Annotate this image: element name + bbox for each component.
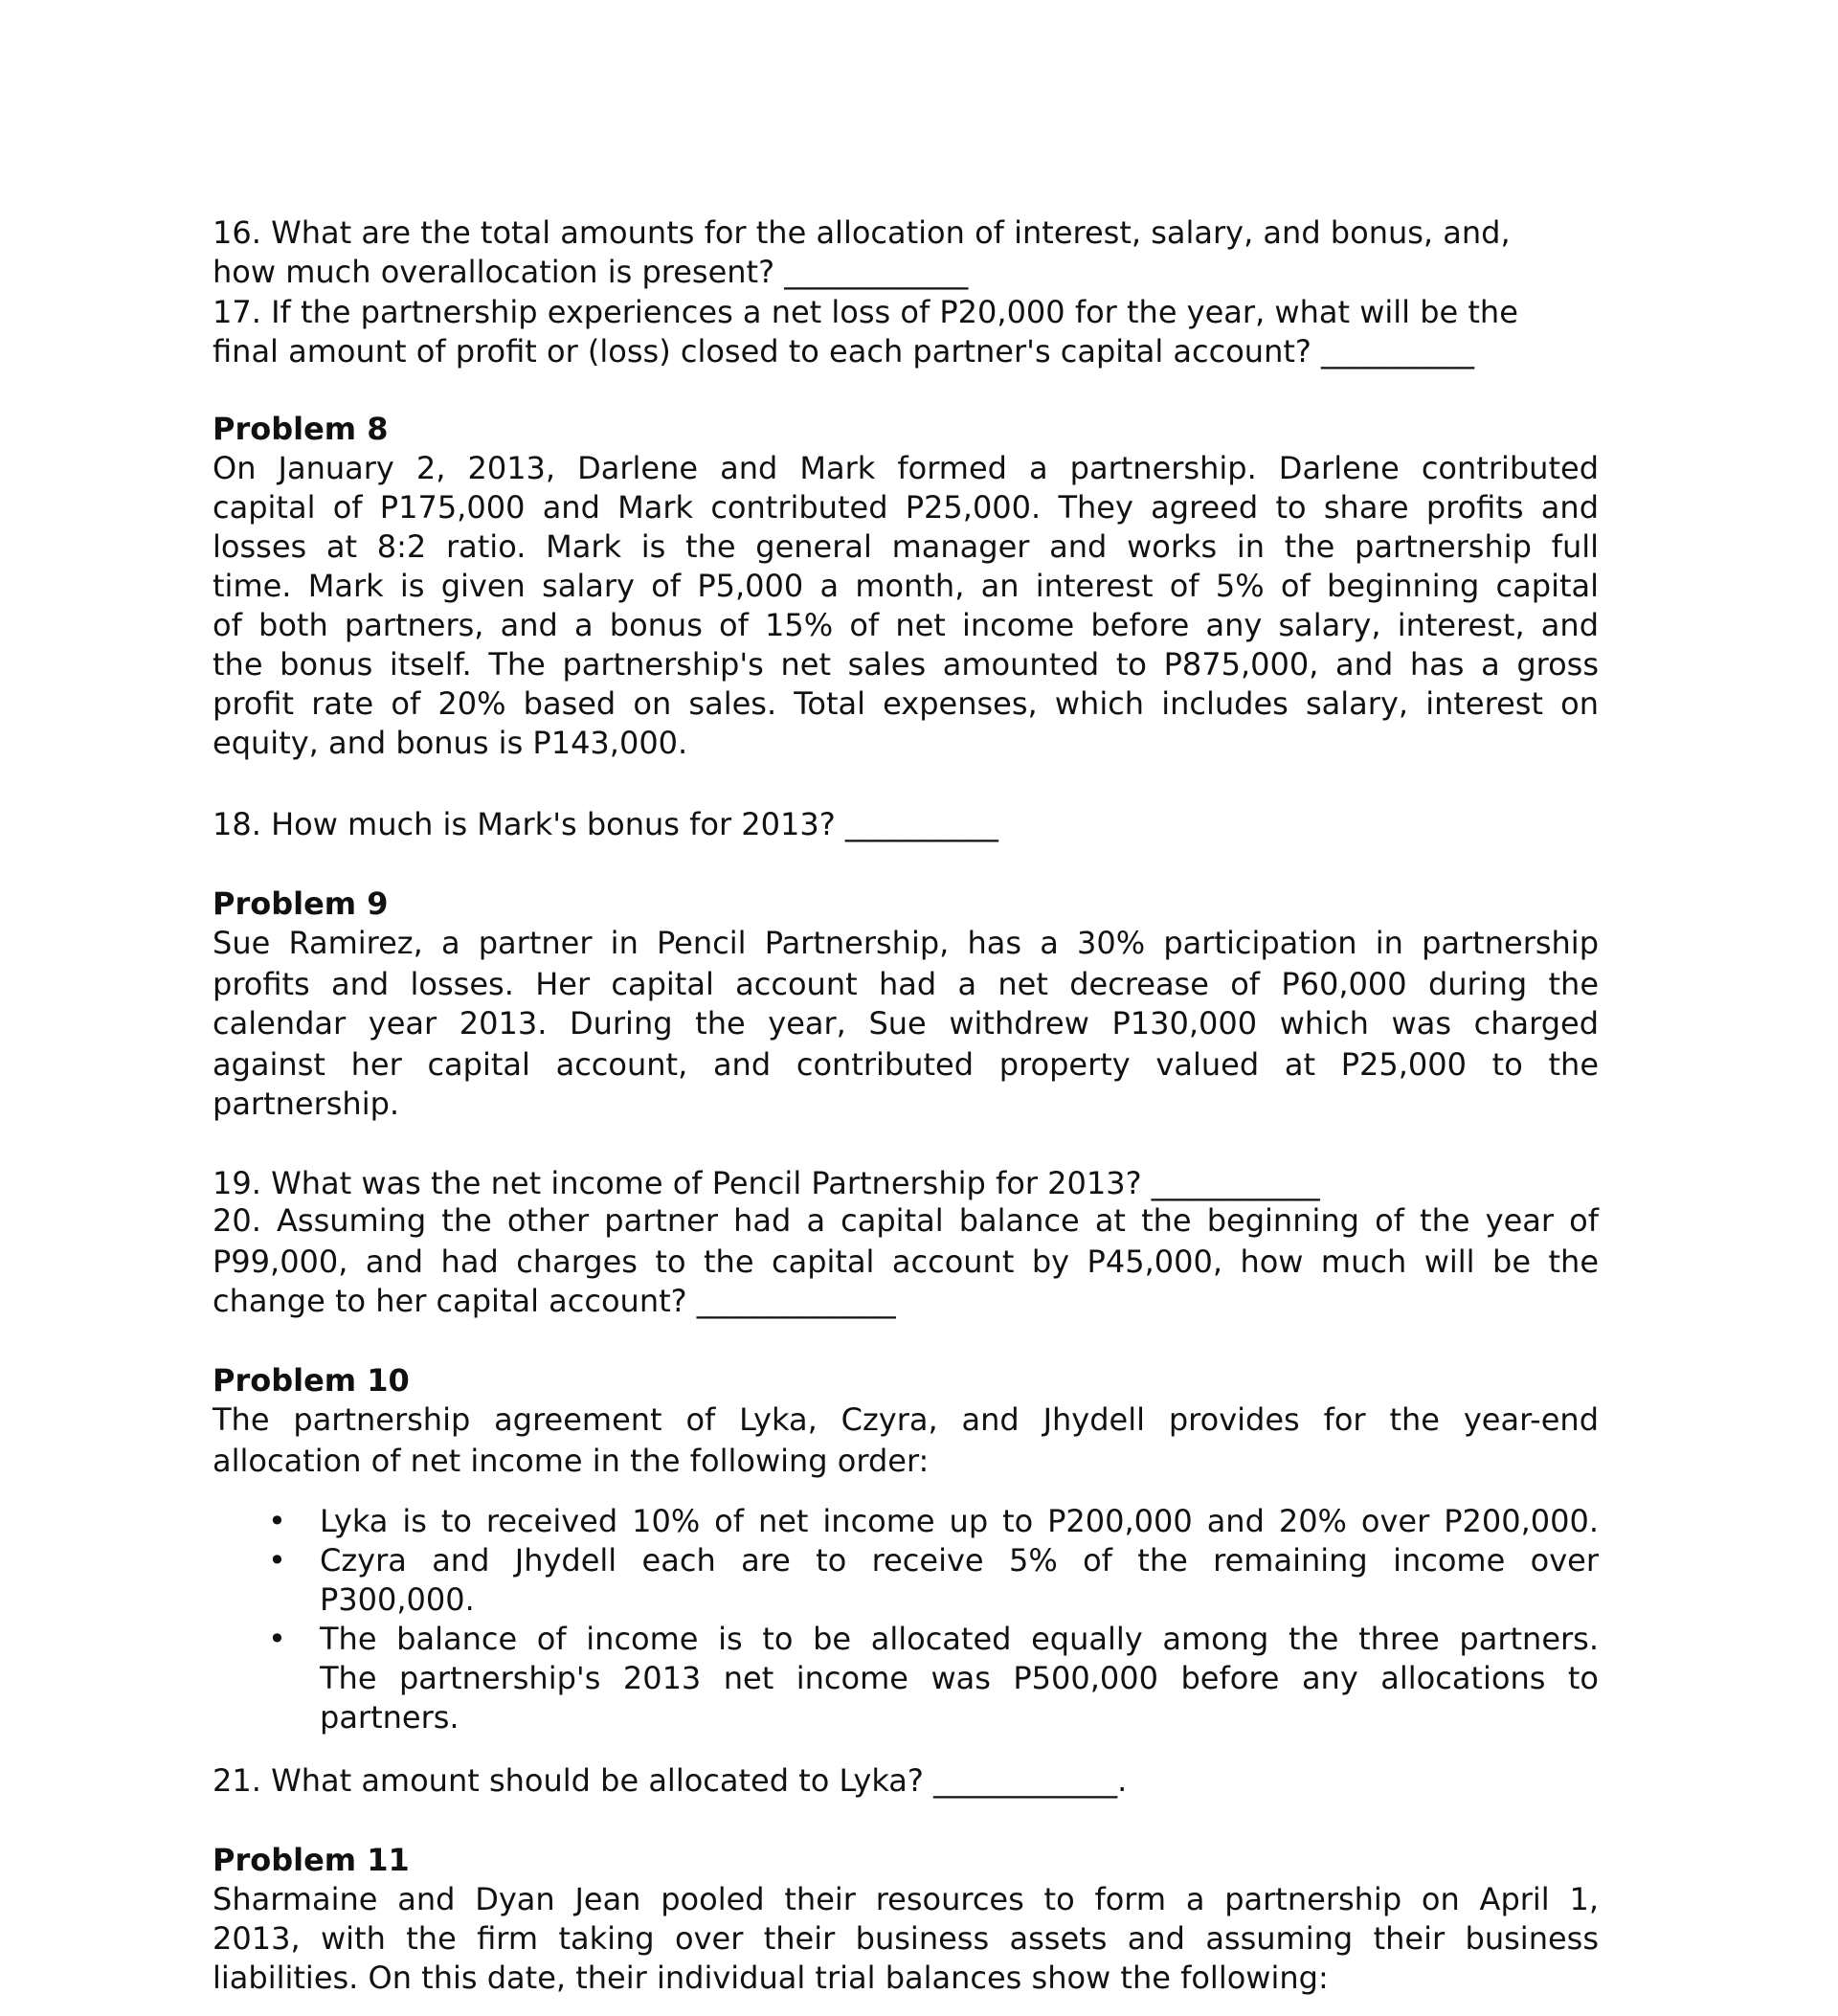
- text-line: 17. If the partnership experiences a net loss of P20,000 for the year, what will be the: [213, 294, 1518, 330]
- question-16: [213, 213, 1599, 292]
- text-line: 19. What was the net income of Pencil Partnership for 2013? ___________: [213, 1165, 1320, 1201]
- text-line: against her capital account, and contributed property valued at P25,000 to the: [213, 1046, 1599, 1083]
- text-line: calendar year 2013. During the year, Sue withdrew P130,000 which was charged: [213, 1005, 1599, 1042]
- text-line: 20. Assuming the other partner had a capital balance at the beginning of the year of: [213, 1202, 1599, 1239]
- text-line: capital of P175,000 and Mark contributed P25,000. They agreed to share profits and: [213, 489, 1599, 526]
- text-line: the bonus itself. The partnership's net sales amounted to P875,000, and has a gross: [213, 646, 1599, 683]
- text-line: P99,000, and had charges to the capital account by P45,000, how much will be the: [213, 1243, 1599, 1280]
- bullet-item: [213, 1541, 1599, 1620]
- text-line: profits and losses. Her capital account had a net decrease of P60,000 during the: [213, 966, 1599, 1002]
- question-21: [213, 1761, 1599, 1801]
- text-line: equity, and bonus is P143,000.: [213, 725, 688, 761]
- question-19: [213, 1164, 1599, 1203]
- question-20: [213, 1201, 1599, 1321]
- text-line: On January 2, 2013, Darlene and Mark formed a partnership. Darlene contributed: [213, 450, 1599, 486]
- problem-8: [213, 410, 1599, 763]
- text-line: final amount of profit or (loss) closed to each partner's capital account? __________: [213, 333, 1475, 370]
- text-line: time. Mark is given salary of P5,000 a month, an interest of 5% of beginning capital: [213, 568, 1599, 604]
- question-17: [213, 293, 1599, 371]
- text-line: liabilities. On this date, their individual trial balances show the following:: [213, 1960, 1329, 1996]
- problem-heading: Problem 9: [213, 885, 389, 922]
- text-line: partnership.: [213, 1086, 400, 1122]
- bullet-icon: •: [268, 1621, 286, 1657]
- text-line: of both partners, and a bonus of 15% of net income before any salary, interest, and: [213, 607, 1599, 643]
- problem-heading: Problem 11: [213, 1842, 410, 1878]
- text-line: losses at 8:2 ratio. Mark is the general manager and works in the partnership full: [213, 528, 1599, 565]
- text-line: The partnership agreement of Lyka, Czyra, and Jhydell provides for the year-end: [213, 1401, 1599, 1438]
- problem-heading: Problem 8: [213, 411, 389, 447]
- question-18: [213, 805, 1599, 844]
- problem-11: [213, 1841, 1599, 1998]
- text-line: partners.: [320, 1699, 460, 1736]
- bullet-item: [213, 1502, 1599, 1541]
- problem-9: [213, 885, 1599, 1124]
- text-line: 16. What are the total amounts for the allocation of interest, salary, and bonus, and,: [213, 214, 1511, 251]
- text-line: Sue Ramirez, a partner in Pencil Partnership, has a 30% participation in partnership: [213, 925, 1599, 961]
- problem-heading: Problem 10: [213, 1362, 410, 1399]
- text-line: how much overallocation is present? ____________: [213, 254, 969, 290]
- text-line: P300,000.: [320, 1581, 475, 1618]
- bullet-list: [213, 1502, 1599, 1737]
- text-line: 18. How much is Mark's bonus for 2013? __________: [213, 806, 998, 842]
- text-line: 21. What amount should be allocated to Lyka? ____________.: [213, 1762, 1128, 1799]
- bullet-icon: •: [268, 1542, 286, 1579]
- text-line: allocation of net income in the following order:: [213, 1443, 930, 1479]
- text-line: The balance of income is to be allocated equally among the three partners.: [320, 1621, 1599, 1657]
- problem-10: [213, 1361, 1599, 1481]
- text-line: change to her capital account? _____________: [213, 1283, 896, 1319]
- text-line: Lyka is to received 10% of net income up to P200,000 and 20% over P200,000.: [320, 1503, 1599, 1539]
- bullet-icon: •: [268, 1503, 286, 1539]
- text-line: profit rate of 20% based on sales. Total expenses, which includes salary, interest on: [213, 685, 1599, 722]
- text-line: Czyra and Jhydell each are to receive 5% of the remaining income over: [320, 1542, 1599, 1579]
- text-line: Sharmaine and Dyan Jean pooled their resources to form a partnership on April 1,: [213, 1881, 1599, 1917]
- text-line: The partnership's 2013 net income was P500,000 before any allocations to: [320, 1660, 1599, 1696]
- bullet-item: [213, 1620, 1599, 1737]
- text-line: 2013, with the firm taking over their business assets and assuming their business: [213, 1920, 1599, 1957]
